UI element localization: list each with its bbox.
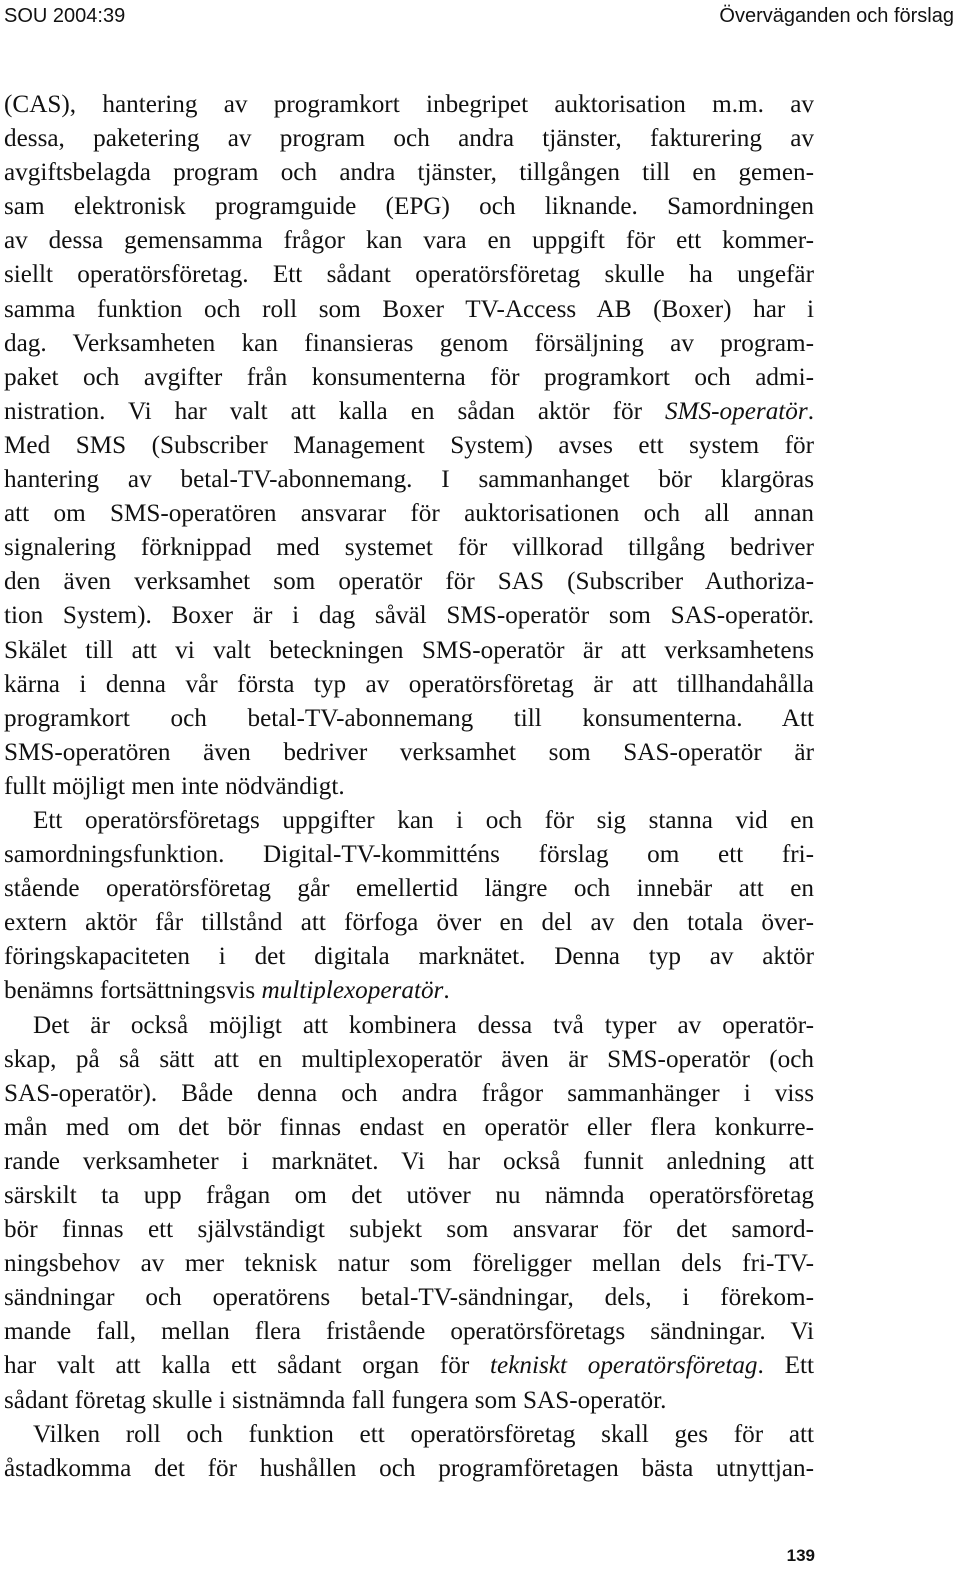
text-run: avgiftsbelagda program och andra tjänster, tillgången till en gemen- xyxy=(4,159,814,187)
text-line xyxy=(4,1384,814,1418)
text-run: (CAS), hantering av programkort inbegripet auktorisation m.m. av xyxy=(4,91,814,118)
emphasized-term: tekniskt operatörsföretag xyxy=(490,1352,758,1380)
section-title: Överväganden och förslag xyxy=(719,5,954,27)
text-run: samma funktion och roll som Boxer TV-Access AB (Boxer) har i xyxy=(4,295,814,323)
text-line xyxy=(4,395,814,429)
text-line xyxy=(4,1452,814,1486)
text-run: mande fall, mellan flera fristående operatörsföretags sändningar. Vi xyxy=(4,1318,814,1346)
text-line xyxy=(4,1179,814,1213)
text-line xyxy=(4,872,814,906)
text-run: rande verksamheter i marknätet. Vi har också funnit anledning att xyxy=(4,1147,814,1175)
text-run: . xyxy=(443,977,450,1005)
body-text xyxy=(4,88,814,1486)
text-run: mån med om det bör finnas endast en operatör eller flera konkurre- xyxy=(4,1113,814,1141)
text-line xyxy=(4,88,814,122)
text-line xyxy=(4,531,814,565)
text-line xyxy=(4,838,814,872)
text-run: nistration. Vi har valt att kalla en sådan aktör för xyxy=(4,397,665,425)
text-run: särskilt ta upp frågan om det utöver nu nämnda operatörsföretag xyxy=(4,1182,814,1209)
text-line xyxy=(4,804,814,838)
text-run: skap, på så sätt att en multiplexoperatör även är SMS-operatör (och xyxy=(4,1045,814,1073)
emphasized-term: SMS-operatör xyxy=(664,397,808,425)
text-run: . Ett xyxy=(757,1352,814,1380)
text-line xyxy=(4,361,814,395)
text-run: den även verksamhet som operatör för SAS (Subscriber Authoriza- xyxy=(4,568,814,596)
text-run: siellt operatörsföretag. Ett sådant operatörsföretag skulle ha ungefär xyxy=(4,261,814,289)
text-run: åstadkomma det för hushållen och programföretagen bästa utnyttjan- xyxy=(4,1454,814,1482)
text-line xyxy=(4,1349,814,1383)
text-line xyxy=(4,224,814,258)
text-run: Skälet till att vi valt beteckningen SMS-operatör är att verksamhetens xyxy=(4,636,814,664)
text-run: signalering förknippad med systemet för villkorad tillgång bedriver xyxy=(4,534,814,562)
text-line xyxy=(4,736,814,770)
text-run: ningsbehov av mer teknisk natur som föreligger mellan dels fri-TV- xyxy=(4,1250,814,1278)
document-reference: SOU 2004:39 xyxy=(4,5,126,27)
text-line xyxy=(4,1009,814,1043)
text-run: extern aktör får tillstånd att förfoga över en del av den totala över- xyxy=(4,909,814,937)
text-run: Ett operatörsföretags uppgifter kan i och för sig stanna vid en xyxy=(33,806,814,834)
text-line xyxy=(4,565,814,599)
text-run: programkort och betal-TV-abonnemang till konsumenterna. Att xyxy=(4,704,814,732)
text-run: SMS-operatören även bedriver verksamhet som SAS-operatör är xyxy=(4,738,814,766)
text-line xyxy=(4,156,814,190)
text-run: SAS-operatör). Både denna och andra frågor sammanhänger i viss xyxy=(4,1079,814,1107)
text-run: föringskapaciteten i det digitala marknätet. Denna typ av aktör xyxy=(4,943,814,971)
text-run: av dessa gemensamma frågor kan vara en uppgift för ett kommer- xyxy=(4,227,814,255)
text-run: Det är också möjligt att kombinera dessa två typer av operatör- xyxy=(33,1011,814,1039)
text-run: Med SMS (Subscriber Management System) avses ett system för xyxy=(4,431,814,459)
text-run: sam elektronisk programguide (EPG) och liknande. Samordningen xyxy=(4,193,814,221)
text-run: stående operatörsföretag går emellertid längre och innebär att en xyxy=(4,875,814,903)
text-line xyxy=(4,702,814,736)
text-run: bör finnas ett självständigt subjekt som ansvarar för det samord- xyxy=(4,1216,814,1244)
text-line xyxy=(4,1247,814,1281)
text-line xyxy=(4,770,814,804)
text-run: Vilken roll och funktion ett operatörsföretag skall ges för att xyxy=(33,1420,814,1448)
text-run: att om SMS-operatören ansvarar för auktorisationen och all annan xyxy=(4,500,814,528)
text-run: . xyxy=(807,397,814,425)
text-line xyxy=(4,599,814,633)
text-run: samordningsfunktion. Digital-TV-kommitténs förslag om ett fri- xyxy=(4,841,814,869)
text-run: har valt att kalla ett sådant organ för xyxy=(4,1352,491,1380)
text-line xyxy=(4,1145,814,1179)
page-number: 139 xyxy=(786,1546,815,1565)
text-run: paket och avgifter från konsumenterna för programkort och admi- xyxy=(4,363,814,391)
text-run: sådant företag skulle i sistnämnda fall fungera som SAS-operatör. xyxy=(4,1386,667,1414)
text-line xyxy=(4,906,814,940)
text-run: hantering av betal-TV-abonnemang. I sammanhanget bör klargöras xyxy=(4,466,814,494)
text-line xyxy=(4,1077,814,1111)
text-line xyxy=(4,1418,814,1452)
text-line xyxy=(4,293,814,327)
text-run: dessa, paketering av program och andra tjänster, fakturering av xyxy=(4,125,814,153)
text-line xyxy=(4,974,814,1008)
text-line xyxy=(4,497,814,531)
text-line xyxy=(4,258,814,292)
text-run: kärna i denna vår första typ av operatörsföretag är att tillhandahålla xyxy=(4,670,814,698)
emphasized-term: multiplexoperatör xyxy=(261,977,444,1005)
text-line xyxy=(4,1213,814,1247)
text-line xyxy=(4,327,814,361)
text-line xyxy=(4,190,814,224)
text-run: sändningar och operatörens betal-TV-sändningar, dels, i förekom- xyxy=(4,1284,814,1312)
text-line xyxy=(4,668,814,702)
text-line xyxy=(4,634,814,668)
text-line xyxy=(4,1315,814,1349)
running-header xyxy=(0,3,956,31)
text-line xyxy=(4,1281,814,1315)
text-run: tion System). Boxer är i dag såväl SMS-operatör som SAS-operatör. xyxy=(4,602,814,630)
text-run: benämns fortsättningsvis xyxy=(4,977,262,1005)
text-line xyxy=(4,940,814,974)
text-line xyxy=(4,1043,814,1077)
text-run: fullt möjligt men inte nödvändigt. xyxy=(4,772,345,800)
text-line xyxy=(4,122,814,156)
text-run: dag. Verksamheten kan finansieras genom försäljning av program- xyxy=(4,329,814,357)
text-line xyxy=(4,463,814,497)
text-line xyxy=(4,1111,814,1145)
text-line xyxy=(4,429,814,463)
